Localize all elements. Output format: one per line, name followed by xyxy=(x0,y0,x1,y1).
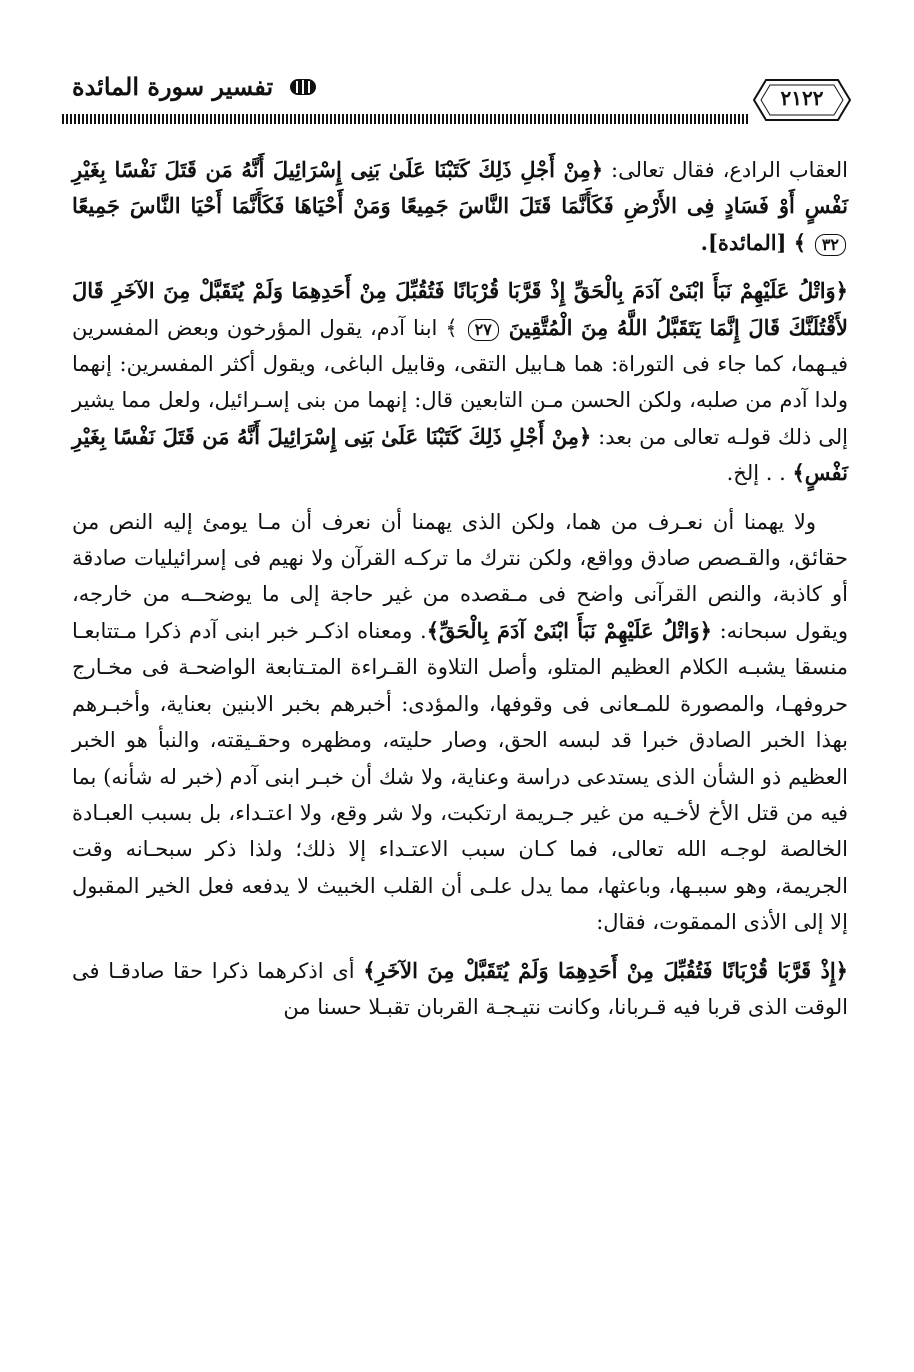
body-text-run: العقاب الرادع، فقال تعالى: xyxy=(603,158,848,182)
quran-quote: ﴿وَاتْلُ عَلَيْهِمْ نَبَأَ ابْنَىْ آدَمَ بِالْحَقِّ﴾ xyxy=(426,617,712,643)
ornament-icon xyxy=(289,76,317,98)
body-text-run: ولا يهمنا أن نعـرف من هما، ولكن الذى يهمنا أن نعرف أن مـا يومئ إليه النص من حقائق، والقـصص صادق وواقع، ولكن نترك ما تركـه القرآن ولا نهيم فى إسرائيليات صادقة أو كاذبة، والنص القرآنى واضح فى مـقصده من غير حاجة إلى ما يوضحــه من خارجه، ويقول سبحانه: xyxy=(72,509,848,643)
running-header-title: تفسير سورة المائدة xyxy=(72,72,274,101)
paragraph xyxy=(72,504,848,941)
body-text-run: . ومعناه اذكـر خبر ابنى آدم ذكرا مـتتابعـا منسقا يشبـه الكلام العظيم المتلو، وأصل التلاوة القـراءة المتـتابعة الواضحـة فى مخـارج حروفهـا، والمصورة للمـعانى فى وقوفها، والمؤدى: أخبرهم بخبر الابنين بعناية، وأخبـرهم بهذا الخبر الصادق خبرا قد لبسه الحق، وصار حليته، ومظهره وحقـيقته، والنبأ هو الخبر العظيم ذو الشأن الذى يستدعى دراسة وعناية، ولا شك أن خبـر ابنى آدم (خبر له شأنه) بما فيه من قتل الأخ لأخـيه من غير جـريمة ارتكبت، ولا شر وقع، ولا اعتـداء، بل بسبب العبـادة الخالصة لوجـه الله تعالى، فما كـان سبب الاعتـداء إلا ذلك؛ ولذا ذكر سبحـانه وقت الجريمة، وهو سببـها، وباعثها، مما يدل علـى أن القلب الخبيث لا يدفعه فعل الخير المقبول إلا إلى الأذى الممقوت، فقال: xyxy=(72,618,848,935)
page-number: ٢١٢٢ xyxy=(780,86,824,110)
quran-quote: ﴿مِنْ أَجْلِ ذَلِكَ كَتَبْنَا عَلَىٰ بَنِى إِسْرَائِيلَ أَنَّهُ مَن قَتَلَ نَفْسًا بِغَيْرِ نَفْسٍ﴾ xyxy=(72,423,848,486)
paragraph xyxy=(72,273,848,491)
verse-number-marker: ٣٢ xyxy=(815,234,846,256)
quran-quote: ﴿وَاتْلُ عَلَيْهِمْ نَبَأَ ابْنَىْ آدَمَ بِالْحَقِّ إِذْ قَرَّبَا قُرْبَانًا فَتُقُبِّلَ مِنْ أَحَدِهِمَا وَلَمْ يُتَقَبَّلْ مِنَ الآخَرِ قَالَ لأَقْتُلَنَّكَ قَالَ إِنَّمَا يَتَقَبَّلُ اللَّهُ مِنَ الْمُتَّقِينَ xyxy=(72,278,848,340)
header-divider xyxy=(62,114,750,124)
body-text xyxy=(72,152,848,1037)
verse-number-marker: ٢٧ xyxy=(468,319,499,341)
paragraph xyxy=(72,152,848,261)
surah-reference: ﴾ [المائدة]. xyxy=(700,229,807,255)
quran-quote: ﴿إِذْ قَرَّبَا قُرْبَانًا فَتُقُبِّلَ مِنْ أَحَدِهِمَا وَلَمْ يُتَقَبَّلْ مِنَ الآخَرِ﴾ xyxy=(363,957,848,983)
body-text-run: . . إلخ. xyxy=(726,461,793,486)
body-text-run: أى اذكرهما ذكرا حقا صادقـا فى الوقت الذى قربا فيه قـربانا، وكانت نتيـجـة القربان تقبـلا حسنا من xyxy=(72,958,848,1019)
quran-quote: ﴿مِنْ أَجْلِ ذَلِكَ كَتَبْنَا عَلَىٰ بَنِى إِسْرَائِيلَ أَنَّهُ مَن قَتَلَ نَفْسًا بِغَيْرِ نَفْسٍ أَوْ فَسَادٍ فِى الأَرْضِ فَكَأَنَّمَا قَتَلَ النَّاسَ جَمِيعًا وَمَنْ أَحْيَاهَا فَكَأَنَّمَا أَحْيَا النَّاسَ جَمِيعًا xyxy=(72,157,848,219)
paragraph xyxy=(72,953,848,1026)
body-text-run: ﴾ ابنا آدم، يقول المؤرخون وبعض المفسرين فيـهما، كما جاء فى التوراة: هما هـابيل التقى، وقابيل الباغى، ويقول أكثر المفسرين: إنهما ولدا آدم من صلبه، ولكن الحسن مـن التابعين قال: إنهما من بنى إسـرائيل، ولعل مما يشير إلى ذلك قولـه تعالى من بعد: xyxy=(72,315,848,449)
